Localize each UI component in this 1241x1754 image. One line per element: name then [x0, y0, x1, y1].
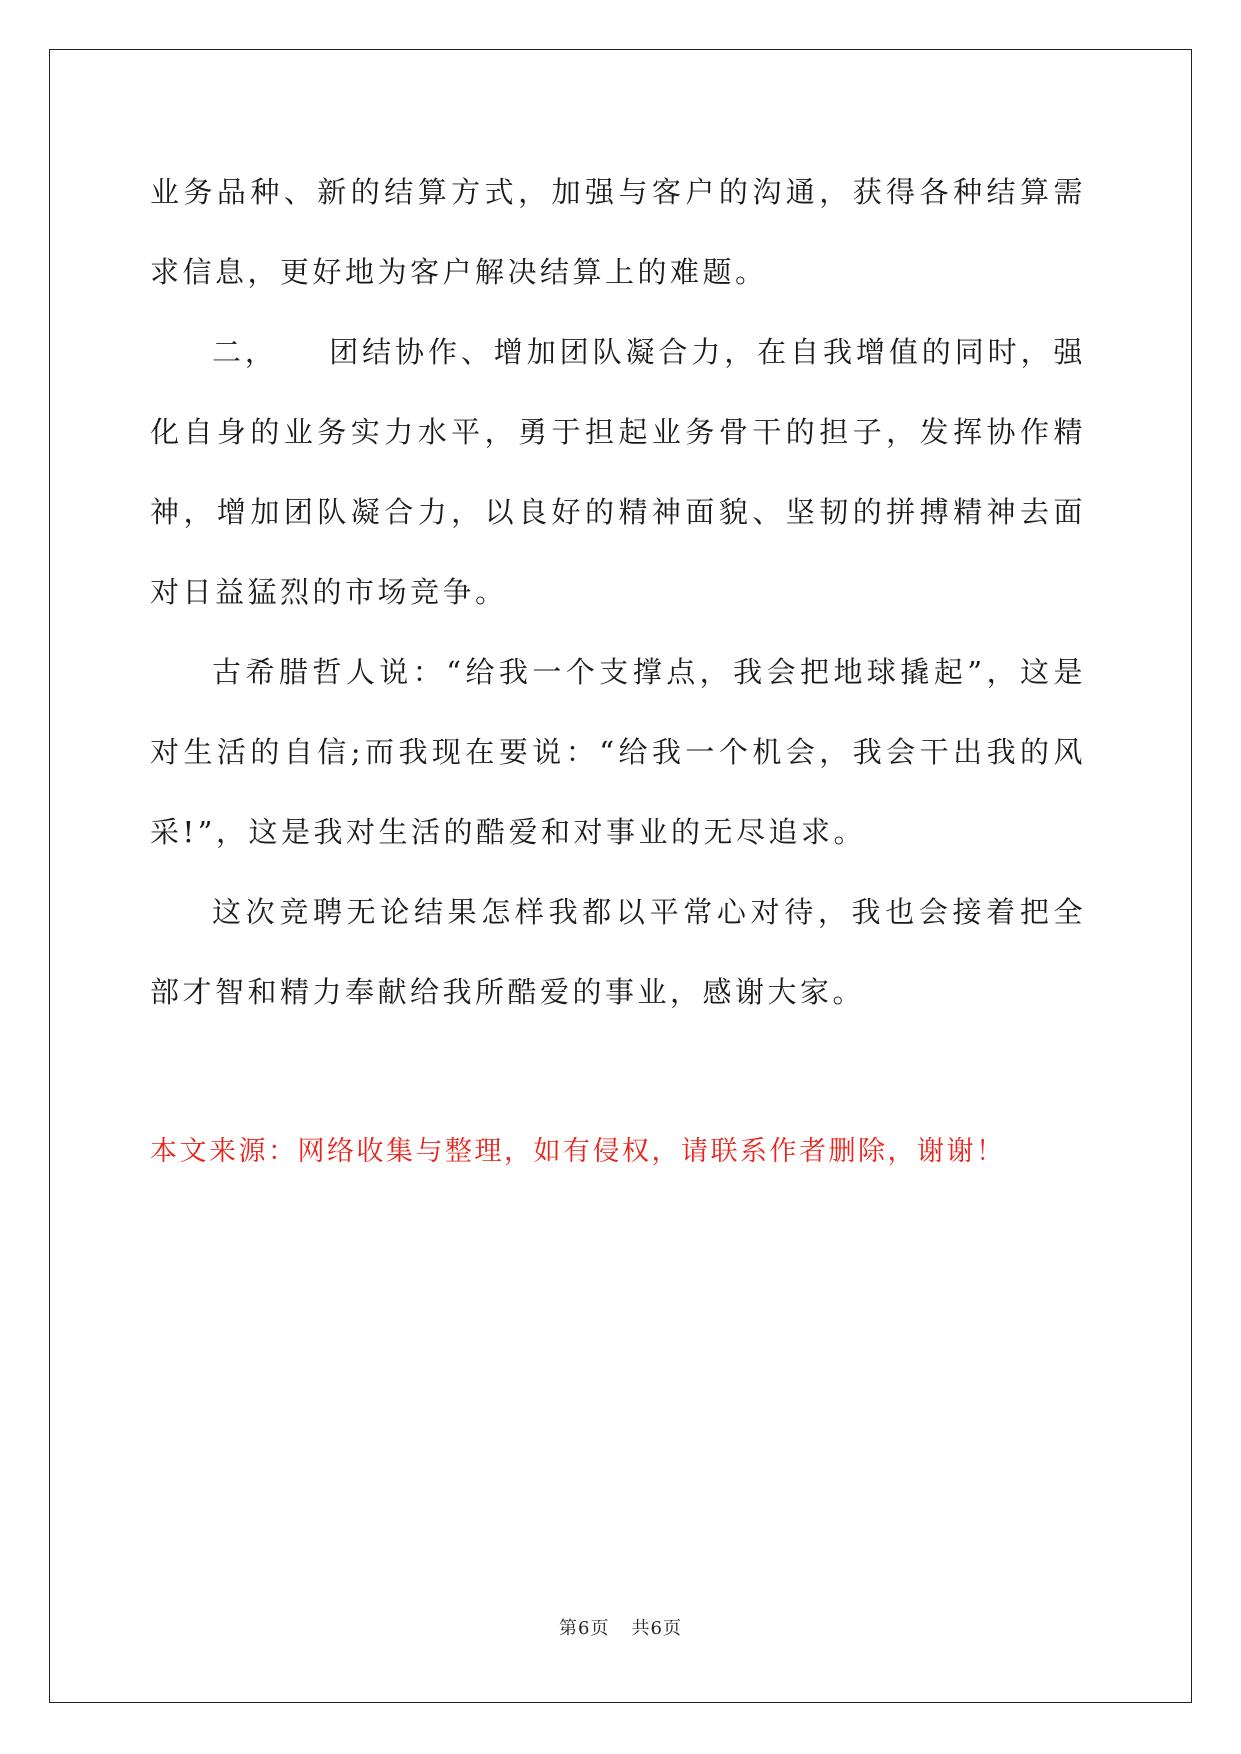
paragraph-closing: 这次竞聘无论结果怎样我都以平常心对待，我也会接着把全部才智和精力奉献给我所酷爱的事业，感谢大家。	[150, 895, 1086, 1009]
paragraph-continued: 业务品种、新的结算方式，加强与客户的沟通，获得各种结算需求信息，更好地为客户解决结算上的难题。	[150, 175, 1086, 289]
total-pages-label: 共6页	[631, 1618, 682, 1639]
paragraph-quote: 古希腊哲人说：“给我一个支撑点，我会把地球撬起”，这是对生活的自信;而我现在要说：“给我一个机会，我会干出我的风采!”，这是我对生活的酷爱和对事业的无尽追求。	[150, 655, 1086, 849]
current-page-label: 第6页	[559, 1618, 610, 1639]
source-note: 本文来源：网络收集与整理，如有侵权，请联系作者删除，谢谢！	[150, 1136, 1006, 1167]
page-footer	[0, 1614, 1241, 1640]
paragraph-teamwork: 二， 团结协作、增加团队凝合力，在自我增值的同时，强化自身的业务实力水平，勇于担起业务骨干的担子，发挥协作精神，增加团队凝合力，以良好的精神面貌、坚韧的拼搏精神去面对日益猛烈的市场竞争。	[150, 335, 1086, 609]
